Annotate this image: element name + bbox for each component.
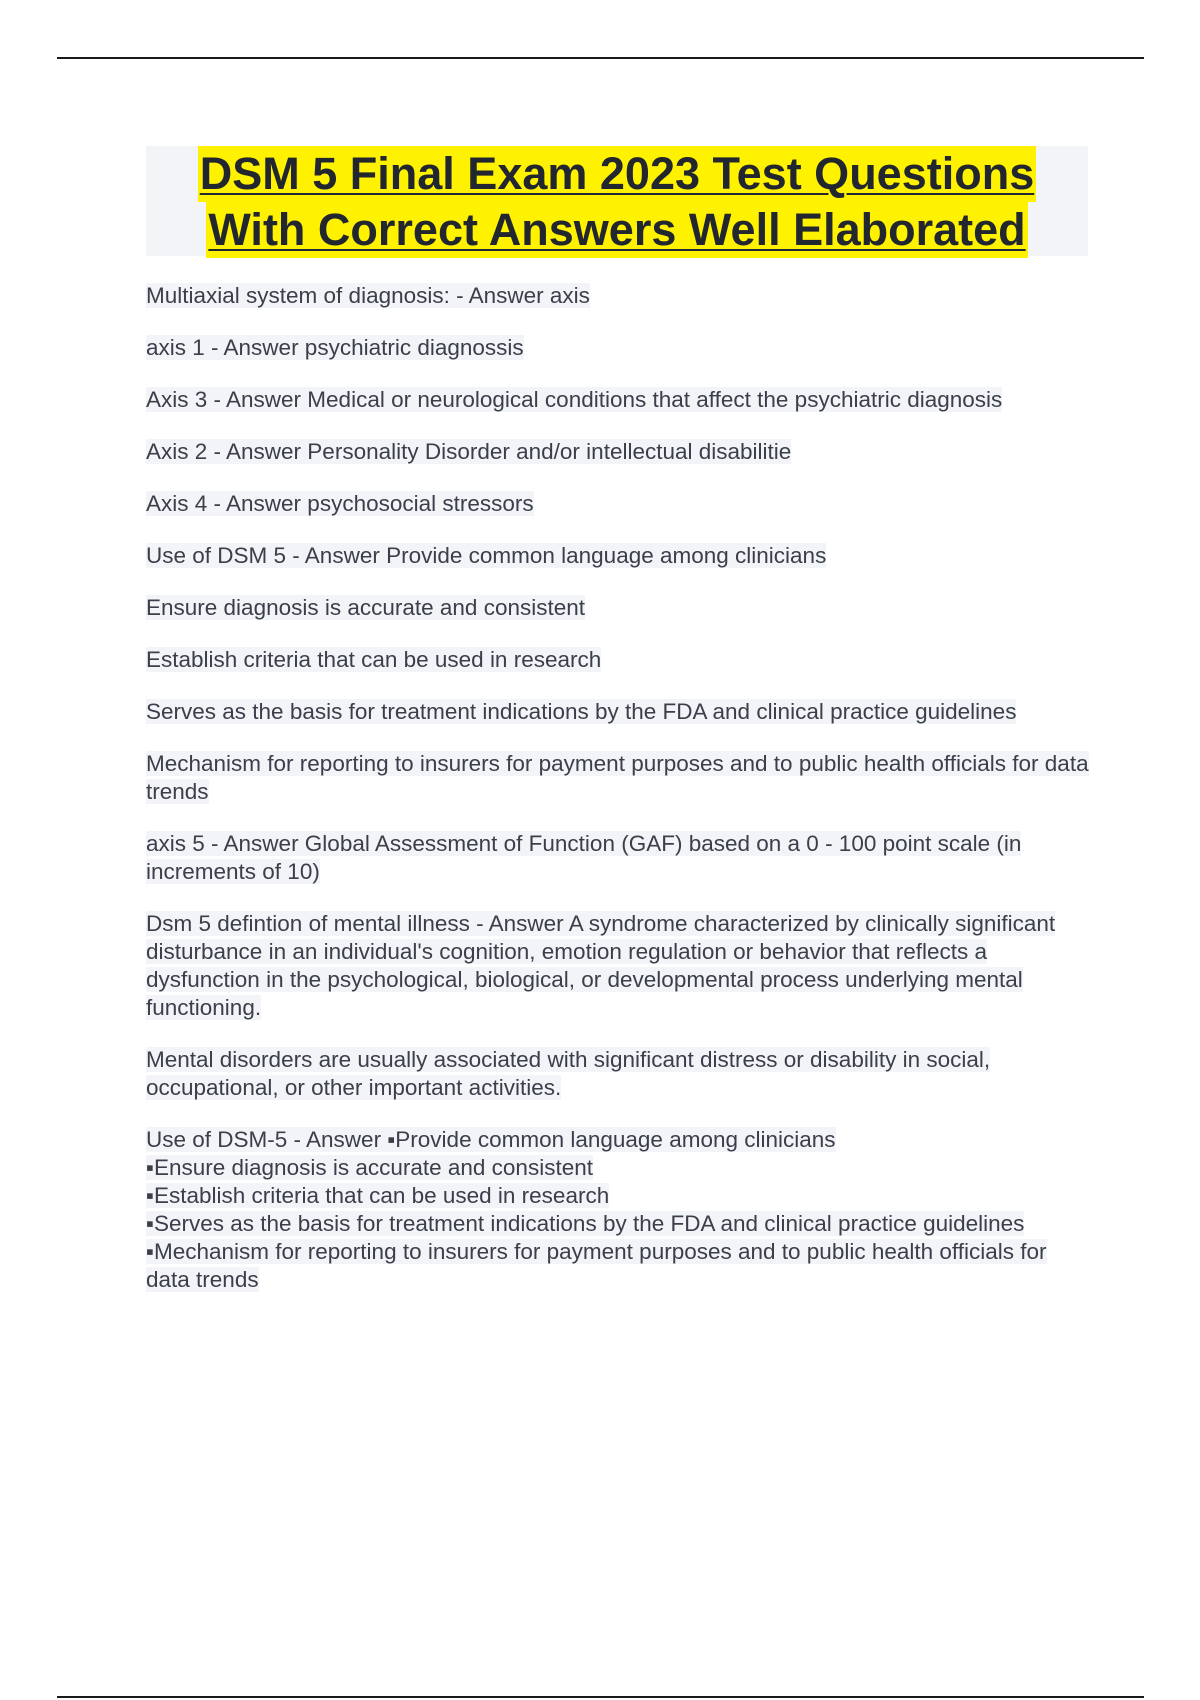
paragraph-text: Multiaxial system of diagnosis: - Answer axis (146, 283, 590, 308)
paragraph-text: axis 5 - Answer Global Assessment of Function (GAF) based on a 0 - 100 point scale (in increments of 10) (146, 831, 1022, 884)
paragraph-text: Dsm 5 defintion of mental illness - Answer A syndrome characterized by clinically significant disturbance in an individual's cognition, emotion regulation or behavior that reflects a dysfunction in the psychological, biological, or developmental process underlying mental functioning. (146, 911, 1056, 1020)
list-item: ▪Mechanism for reporting to insurers for payment purposes and to public health officials for data trends (146, 1239, 1047, 1292)
paragraph-text: Use of DSM 5 - Answer Provide common language among clinicians (146, 543, 827, 568)
paragraph (146, 282, 1096, 310)
paragraph-text: Establish criteria that can be used in research (146, 647, 602, 672)
list-item: ▪Ensure diagnosis is accurate and consistent (146, 1155, 593, 1180)
paragraph-text: Serves as the basis for treatment indications by the FDA and clinical practice guidelines (146, 699, 1017, 724)
paragraph (146, 750, 1096, 806)
bottom-rule (57, 1696, 1144, 1698)
document-body (146, 282, 1096, 1294)
final-block (146, 1126, 1096, 1294)
paragraph-text: Axis 4 - Answer psychosocial stressors (146, 491, 534, 516)
paragraph-text: Axis 3 - Answer Medical or neurological conditions that affect the psychiatric diagnosis (146, 387, 1003, 412)
paragraph (146, 386, 1096, 414)
paragraph (146, 646, 1096, 674)
final-block-lead: Use of DSM-5 - Answer ▪Provide common language among clinicians (146, 1127, 836, 1152)
paragraph (146, 594, 1096, 622)
document-title (146, 146, 1088, 256)
title-line-2: With Correct Answers Well Elaborated (206, 202, 1027, 258)
paragraph (146, 830, 1096, 886)
paragraph (146, 910, 1096, 1022)
top-rule (57, 57, 1144, 59)
paragraph (146, 490, 1096, 518)
paragraph-text: Mental disorders are usually associated with significant distress or disability in social, occupational, or other important activities. (146, 1047, 991, 1100)
paragraph-text: Axis 2 - Answer Personality Disorder and/or intellectual disabilitie (146, 439, 792, 464)
paragraph (146, 542, 1096, 570)
paragraph (146, 1046, 1096, 1102)
list-item: ▪Establish criteria that can be used in research (146, 1183, 610, 1208)
title-line-1: DSM 5 Final Exam 2023 Test Questions (198, 146, 1036, 202)
paragraph-text: Ensure diagnosis is accurate and consistent (146, 595, 586, 620)
paragraph-text: Mechanism for reporting to insurers for payment purposes and to public health officials for data trends (146, 751, 1089, 804)
list-item: ▪Serves as the basis for treatment indications by the FDA and clinical practice guidelines (146, 1211, 1025, 1236)
paragraph (146, 334, 1096, 362)
paragraph-text: axis 1 - Answer psychiatric diagnossis (146, 335, 524, 360)
paragraph (146, 438, 1096, 466)
paragraph (146, 698, 1096, 726)
